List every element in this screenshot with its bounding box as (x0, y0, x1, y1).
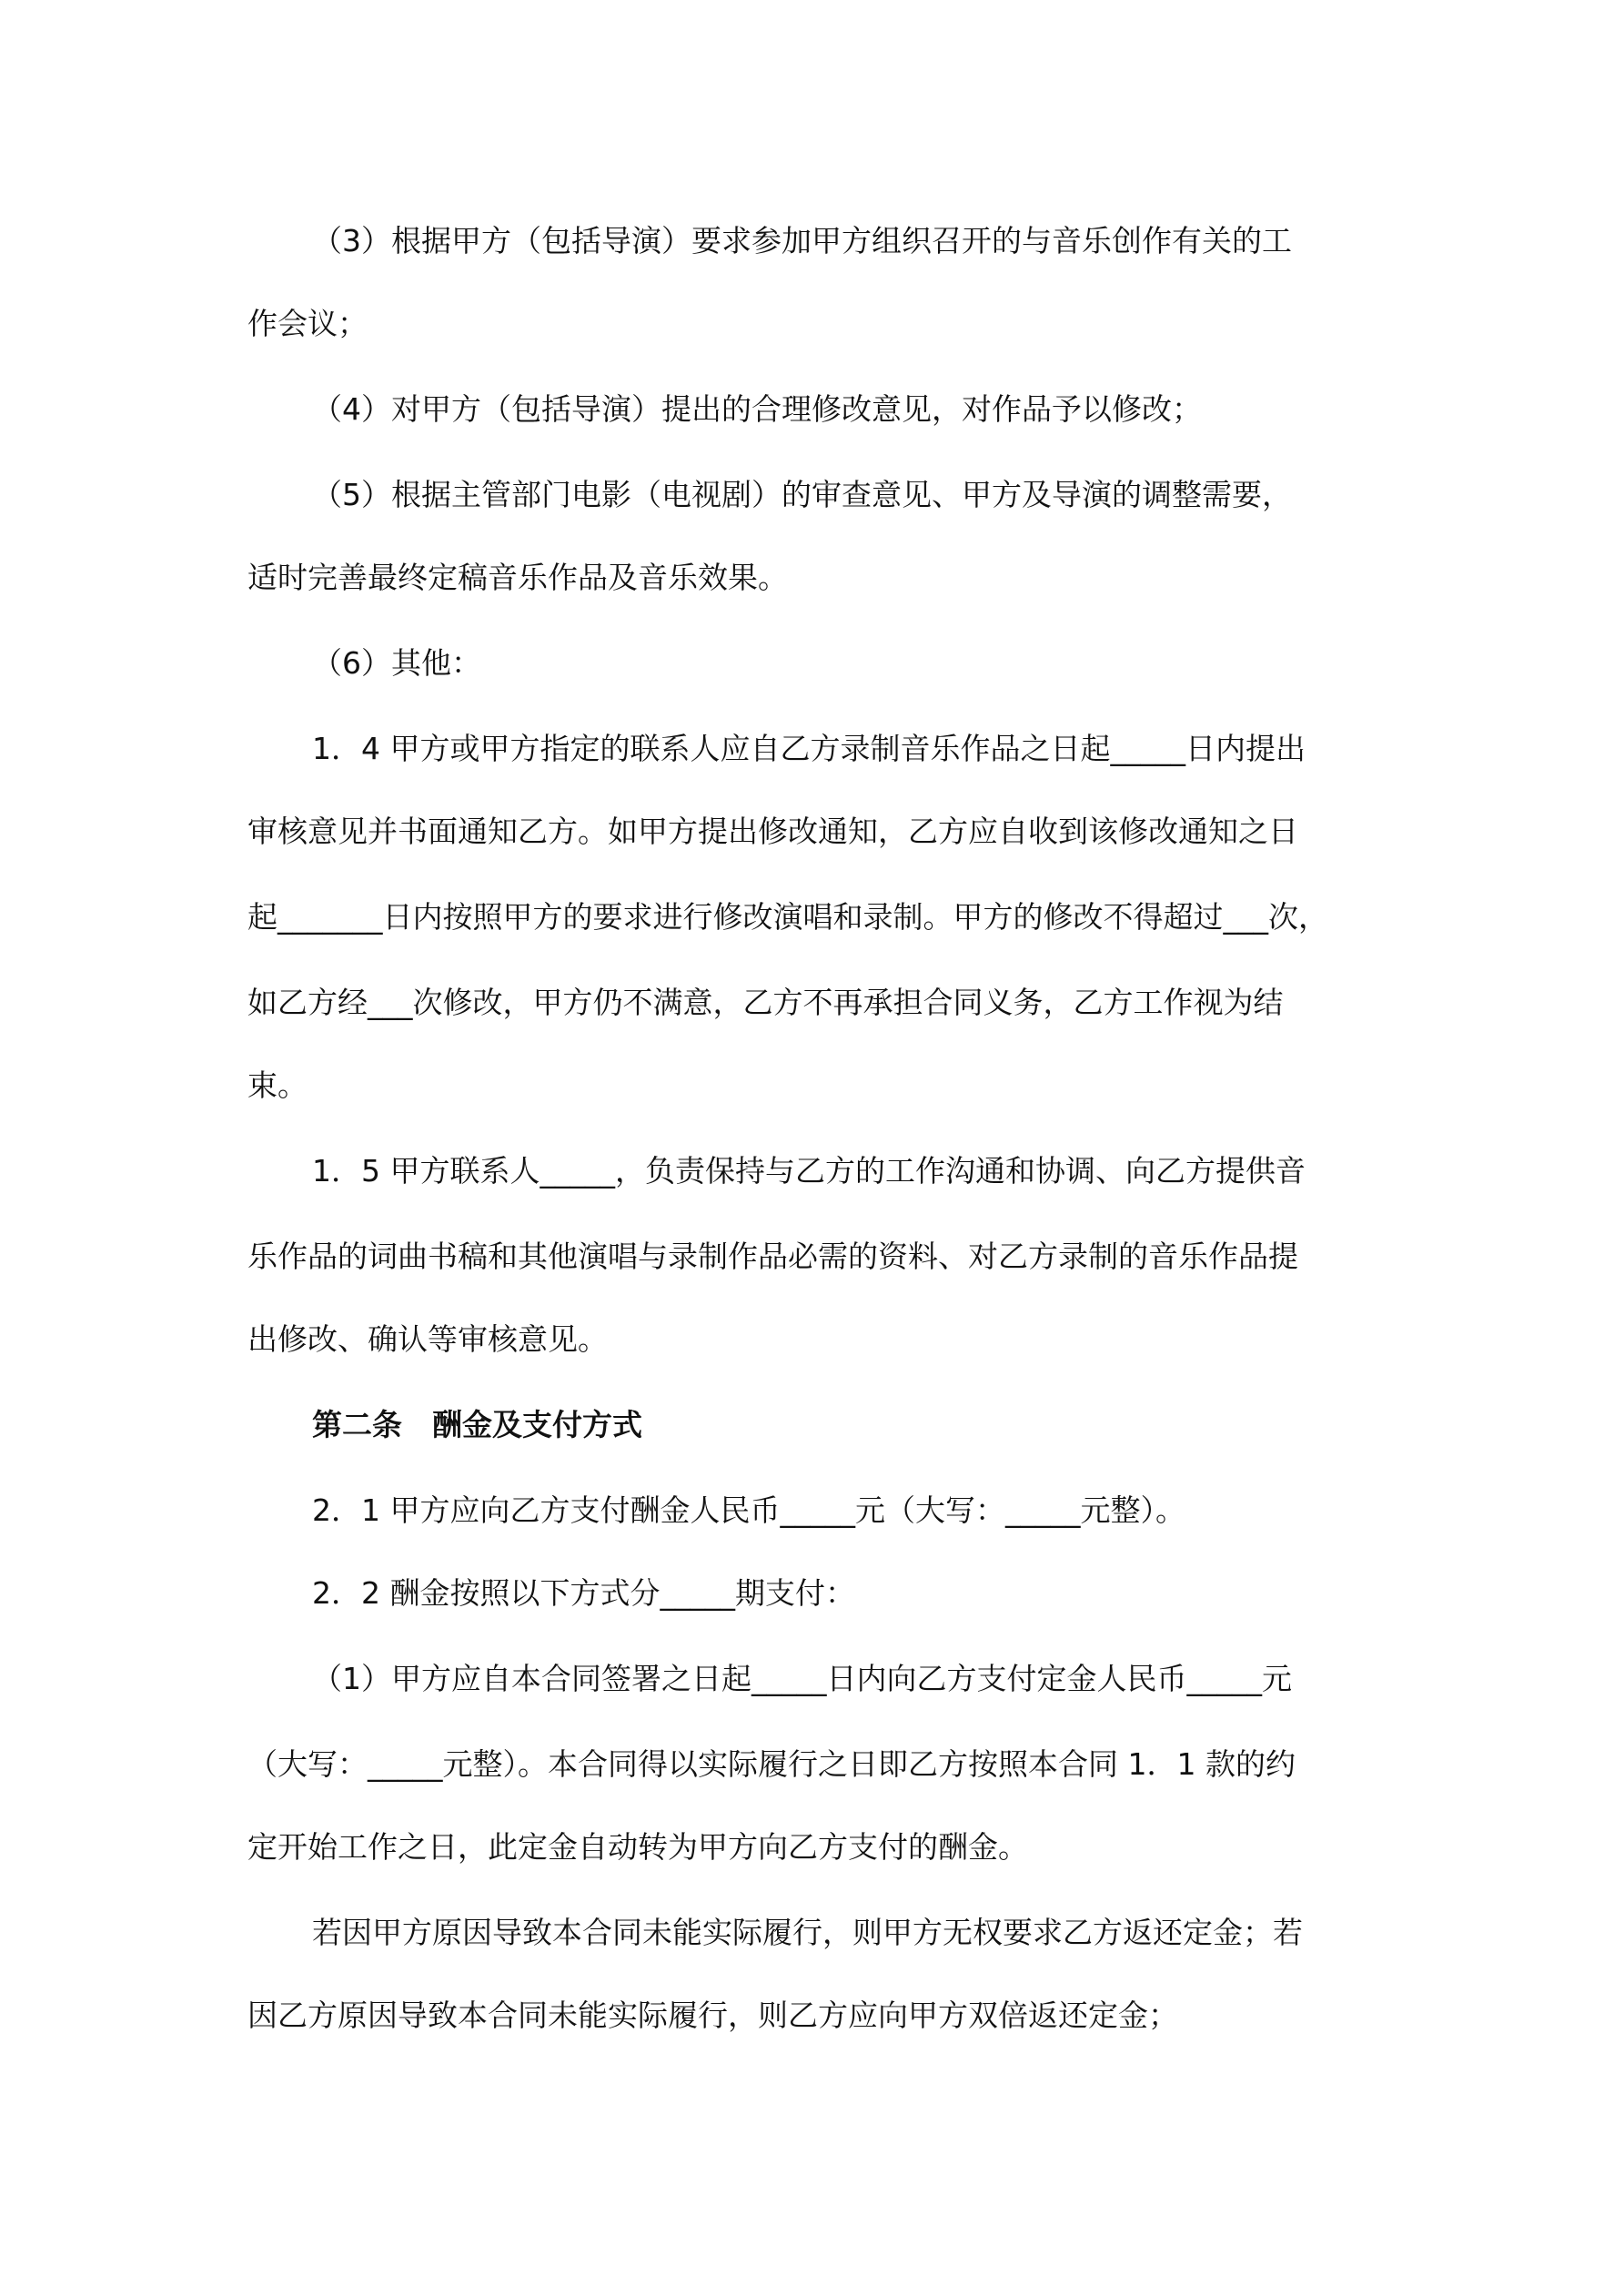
clause-2-1: 2．1 甲方应向乙方支付酬金人民币_____元（大写：_____元整）。 (312, 1492, 1185, 1528)
clause-1-5-line-1: 1．5 甲方联系人_____，负责保持与乙方的工作沟通和协调、向乙方提供音 (312, 1153, 1306, 1188)
clause-2-2-item-1-line-3: 定开始工作之日，此定金自动转为甲方向乙方支付的酬金。 (247, 1829, 1028, 1865)
clause-1-5-line-3: 出修改、确认等审核意见。 (247, 1321, 608, 1357)
clause-1-4-line-2: 审核意见并书面通知乙方。如甲方提出修改通知，乙方应自收到该修改通知之日 (247, 814, 1298, 849)
deposit-rule-line-1: 若因甲方原因导致本合同未能实际履行，则甲方无权要求乙方返还定金；若 (312, 1915, 1303, 1950)
clause-item-3-line-1: （3）根据甲方（包括导演）要求参加甲方组织召开的与音乐创作有关的工 (312, 223, 1292, 258)
clause-1-4-line-5: 束。 (247, 1067, 308, 1103)
clause-1-4-line-3: 起_______日内按照甲方的要求进行修改演唱和录制。甲方的修改不得超过___次， (247, 899, 1328, 935)
clause-1-4-line-1: 1．4 甲方或甲方指定的联系人应自乙方录制音乐作品之日起_____日内提出 (312, 731, 1306, 766)
clause-1-4-line-4: 如乙方经___次修改，甲方仍不满意，乙方不再承担合同义务，乙方工作视为结 (247, 985, 1284, 1020)
clause-2-2-item-1-line-2: （大写：_____元整）。本合同得以实际履行之日即乙方按照本合同 1．1 款的约 (247, 1746, 1296, 1782)
clause-2-2-item-1-line-1: （1）甲方应自本合同签署之日起_____日内向乙方支付定金人民币_____元 (312, 1661, 1292, 1696)
clause-item-5-line-2: 适时完善最终定稿音乐作品及音乐效果。 (247, 560, 788, 595)
clause-2-2: 2．2 酬金按照以下方式分_____期支付： (312, 1575, 855, 1611)
deposit-rule-line-2: 因乙方原因导致本合同未能实际履行，则乙方应向甲方双倍返还定金； (247, 1998, 1178, 2033)
clause-item-6: （6）其他： (312, 645, 481, 681)
clause-1-5-line-2: 乐作品的词曲书稿和其他演唱与录制作品必需的资料、对乙方录制的音乐作品提 (247, 1239, 1298, 1274)
clause-item-4: （4）对甲方（包括导演）提出的合理修改意见，对作品予以修改； (312, 391, 1202, 427)
clause-item-3-line-2: 作会议； (247, 306, 368, 341)
article-2-heading: 第二条 酬金及支付方式 (312, 1407, 642, 1442)
clause-item-5-line-1: （5）根据主管部门电影（电视剧）的审查意见、甲方及导演的调整需要， (312, 477, 1292, 512)
